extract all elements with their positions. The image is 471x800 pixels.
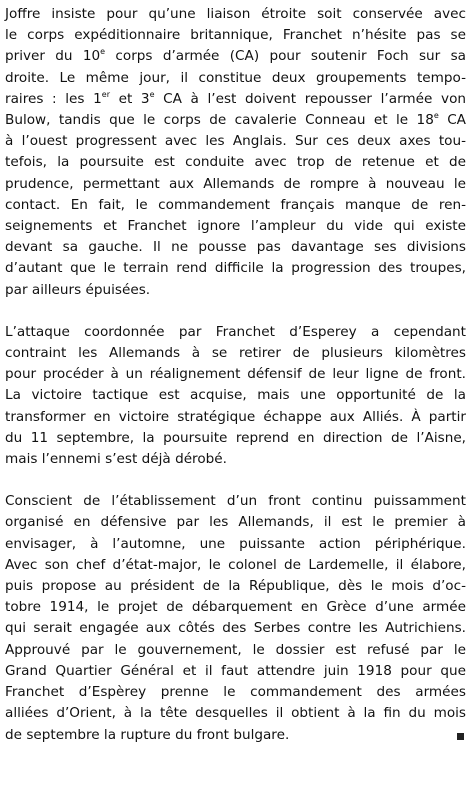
text-line [5, 46, 466, 67]
ordinal-superscript: e [149, 89, 155, 99]
text-segment: priver du 10 [5, 48, 101, 65]
article-body [5, 4, 466, 746]
text-line [5, 110, 466, 131]
text-line: à l’ouest progressent avec les Anglais. Sur ces deux axes tou- [5, 133, 466, 150]
text-line [5, 89, 466, 110]
text-line: tefois, la poursuite est conduite avec trop de retenue et de [5, 154, 466, 171]
text-line: Avec son chef d’état-major, le colonel de Lardemelle, il élabore, [5, 556, 466, 573]
text-line: pour procéder à un réalignement défensif de leur ligne de front. [5, 366, 466, 383]
paragraph [5, 4, 466, 301]
paragraph [5, 322, 466, 470]
text-line: du 11 septembre, la poursuite reprend en direction de l’Aisne, [5, 429, 466, 446]
text-line: le corps expéditionnaire britannique, Franchet n’hésite pas se [5, 27, 466, 44]
text-segment: Bulow, tandis que le corps de cavalerie Conneau et le 18 [5, 112, 434, 129]
text-line: puis propose au président de la République, dès le mois d’oc- [5, 578, 466, 595]
text-line: qui serait engagée aux côtés des Serbes contre les Autrichiens. [5, 620, 466, 637]
text-line: contact. En fait, le commandement français manque de ren- [5, 196, 466, 213]
text-line: Joffre insiste pour qu’une liaison étroite soit conservée avec [5, 6, 466, 22]
text-segment: CA à l’est doivent repousser l’armée von [154, 90, 466, 107]
text-line: droite. Le même jour, il constitue deux groupements tempo- [5, 69, 466, 86]
text-line: tobre 1914, le projet de débarquement en Grèce d’une armée [5, 599, 466, 616]
text-line: prudence, permettant aux Allemands de rompre à nouveau le [5, 175, 466, 192]
text-line: Approuvé par le gouvernement, le dossier est refusé par le [5, 641, 466, 658]
text-line: alliées d’Orient, à la tête desquelles il obtient à la fin du mois [5, 705, 466, 722]
text-line: par ailleurs épuisées. [5, 281, 151, 298]
text-segment: CA [438, 112, 466, 129]
ordinal-superscript: er [101, 89, 110, 99]
text-line: contraint les Allemands à se retirer de plusieurs kilomètres [5, 345, 466, 362]
text-line: de septembre la rupture du front bulgare. [5, 725, 466, 746]
text-line: mais l’ennemi s’est déjà dérobé. [5, 451, 227, 468]
end-of-article-square-icon [457, 733, 464, 740]
text-segment: et 3 [109, 90, 150, 107]
text-line: L’attaque coordonnée par Franchet d’Esperey a cependant [5, 323, 466, 340]
ordinal-superscript: e [100, 47, 106, 57]
ordinal-superscript: e [433, 111, 439, 121]
text-line: Grand Quartier Général et il faut attendre juin 1918 pour que [5, 662, 466, 679]
text-segment: corps d’armée (CA) pour soutenir Foch sur sa [105, 48, 466, 65]
paragraph [5, 491, 466, 745]
text-line: devant sa gauche. Il ne pousse pas davantage ses divisions [5, 239, 466, 256]
text-line: seignements et Franchet ignore l’ampleur du vide qui existe [5, 218, 466, 235]
text-segment: raires : les 1 [5, 90, 102, 107]
text-line: Conscient de l’établissement d’un front continu puissamment [5, 493, 466, 510]
text-line: Franchet d’Espèrey prenne le commandement des armées [5, 684, 466, 701]
text-line: envisager, à l’automne, une puissante action périphérique. [5, 535, 466, 552]
text-line: d’autant que le terrain rend difficile la progression des troupes, [5, 260, 466, 277]
text-line: transformer en victoire stratégique échappe aux Alliés. À partir [5, 408, 466, 425]
text-line: organisé en défensive par les Allemands, il est le premier à [5, 514, 466, 531]
text-line: La victoire tactique est acquise, mais une opportunité de la [5, 387, 466, 404]
